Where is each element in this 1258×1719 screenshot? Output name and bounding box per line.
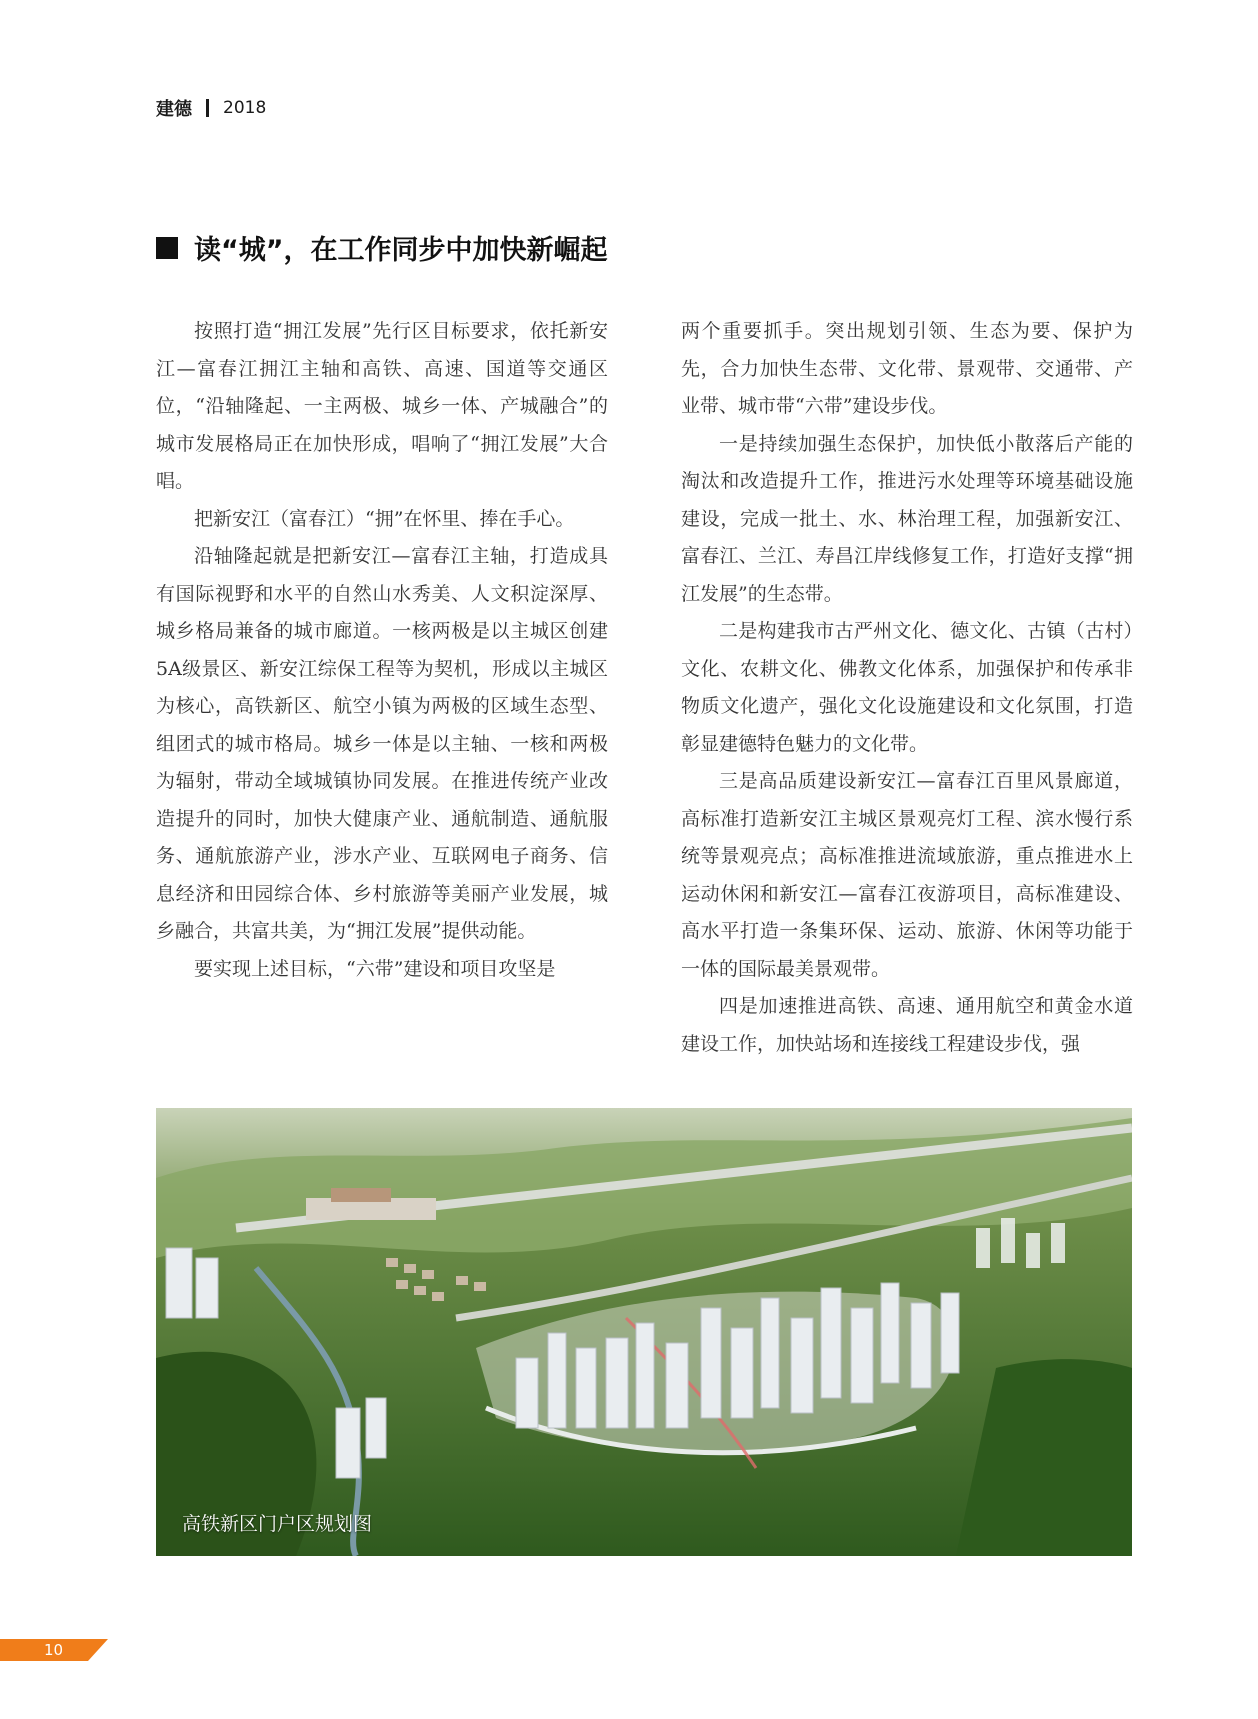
right-column xyxy=(681,313,1133,1063)
body-paragraph: 二是构建我市古严州文化、德文化、古镇（古村）文化、农耕文化、佛教文化体系，加强保护和传承非物质文化遗产，强化文化设施建设和文化氛围，打造彰显建德特色魅力的文化带。 xyxy=(681,620,1133,755)
running-header xyxy=(156,95,266,121)
heading-square-icon xyxy=(156,237,178,259)
body-paragraph: 一是持续加强生态保护，加快低小散落后产能的淘汰和改造提升工作，推进污水处理等环境基础设施建设，完成一批土、水、林治理工程，加强新安江、富春江、兰江、寿昌江岸线修复工作，打造好支撑“拥江发展”的生态带。 xyxy=(681,432,1133,605)
figure-caption: 高铁新区门户区规划图 xyxy=(182,1513,373,1535)
publication-name: 建德 xyxy=(156,99,192,120)
header-separator xyxy=(206,99,209,117)
body-paragraph: 沿轴隆起就是把新安江—富春江主轴，打造成具有国际视野和水平的自然山水秀美、人文积淀深厚、城乡格局兼备的城市廊道。一核两极是以主城区创建5A级景区、新安江综保工程等为契机，形成以主城区为核心，高铁新区、航空小镇为两极的区域生态型、组团式的城市格局。城乡一体是以主轴、一核和两极为辐射，带动全域城镇协同发展。在推进传统产业改造提升的同时，加快大健康产业、通航制造、通航服务、通航旅游产业，涉水产业、互联网电子商务、信息经济和田园综合体、乡村旅游等美丽产业发展，城乡融合，共富共美，为“拥江发展”提供动能。 xyxy=(156,545,608,942)
body-paragraph: 把新安江（富春江）“拥”在怀里、捧在手心。 xyxy=(194,507,575,530)
body-paragraph: 要实现上述目标，“六带”建设和项目攻坚是 xyxy=(194,957,556,980)
body-paragraph: 按照打造“拥江发展”先行区目标要求，依托新安江—富春江拥江主轴和高铁、高速、国道等交通区位，“沿轴隆起、一主两极、城乡一体、产城融合”的城市发展格局正在加快形成，唱响了“拥江发展”大合唱。 xyxy=(156,320,608,492)
publication-year: 2018 xyxy=(223,98,267,118)
body-paragraph: 四是加速推进高铁、高速、通用航空和黄金水道建设工作，加快站场和连接线工程建设步伐，强 xyxy=(681,995,1133,1055)
continued-paragraph: 两个重要抓手。突出规划引领、生态为要、保护为先，合力加快生态带、文化带、景观带、交通带、产业带、城市带“六带”建设步伐。 xyxy=(681,320,1133,417)
aerial-rendering xyxy=(156,1108,1132,1556)
left-column xyxy=(156,313,608,988)
section-title: 读“城”，在工作同步中加快新崛起 xyxy=(194,235,608,266)
planning-rendering-image xyxy=(156,1108,1132,1556)
page-number: 10 xyxy=(44,1641,64,1659)
body-paragraph: 三是高品质建设新安江—富春江百里风景廊道，高标准打造新安江主城区景观亮灯工程、滨水慢行系统等景观亮点；高标准推进流域旅游，重点推进水上运动休闲和新安江—富春江夜游项目，高标准建设、高水平打造一条集环保、运动、旅游、休闲等功能于一体的国际最美景观带。 xyxy=(681,770,1133,980)
section-heading xyxy=(156,228,608,267)
